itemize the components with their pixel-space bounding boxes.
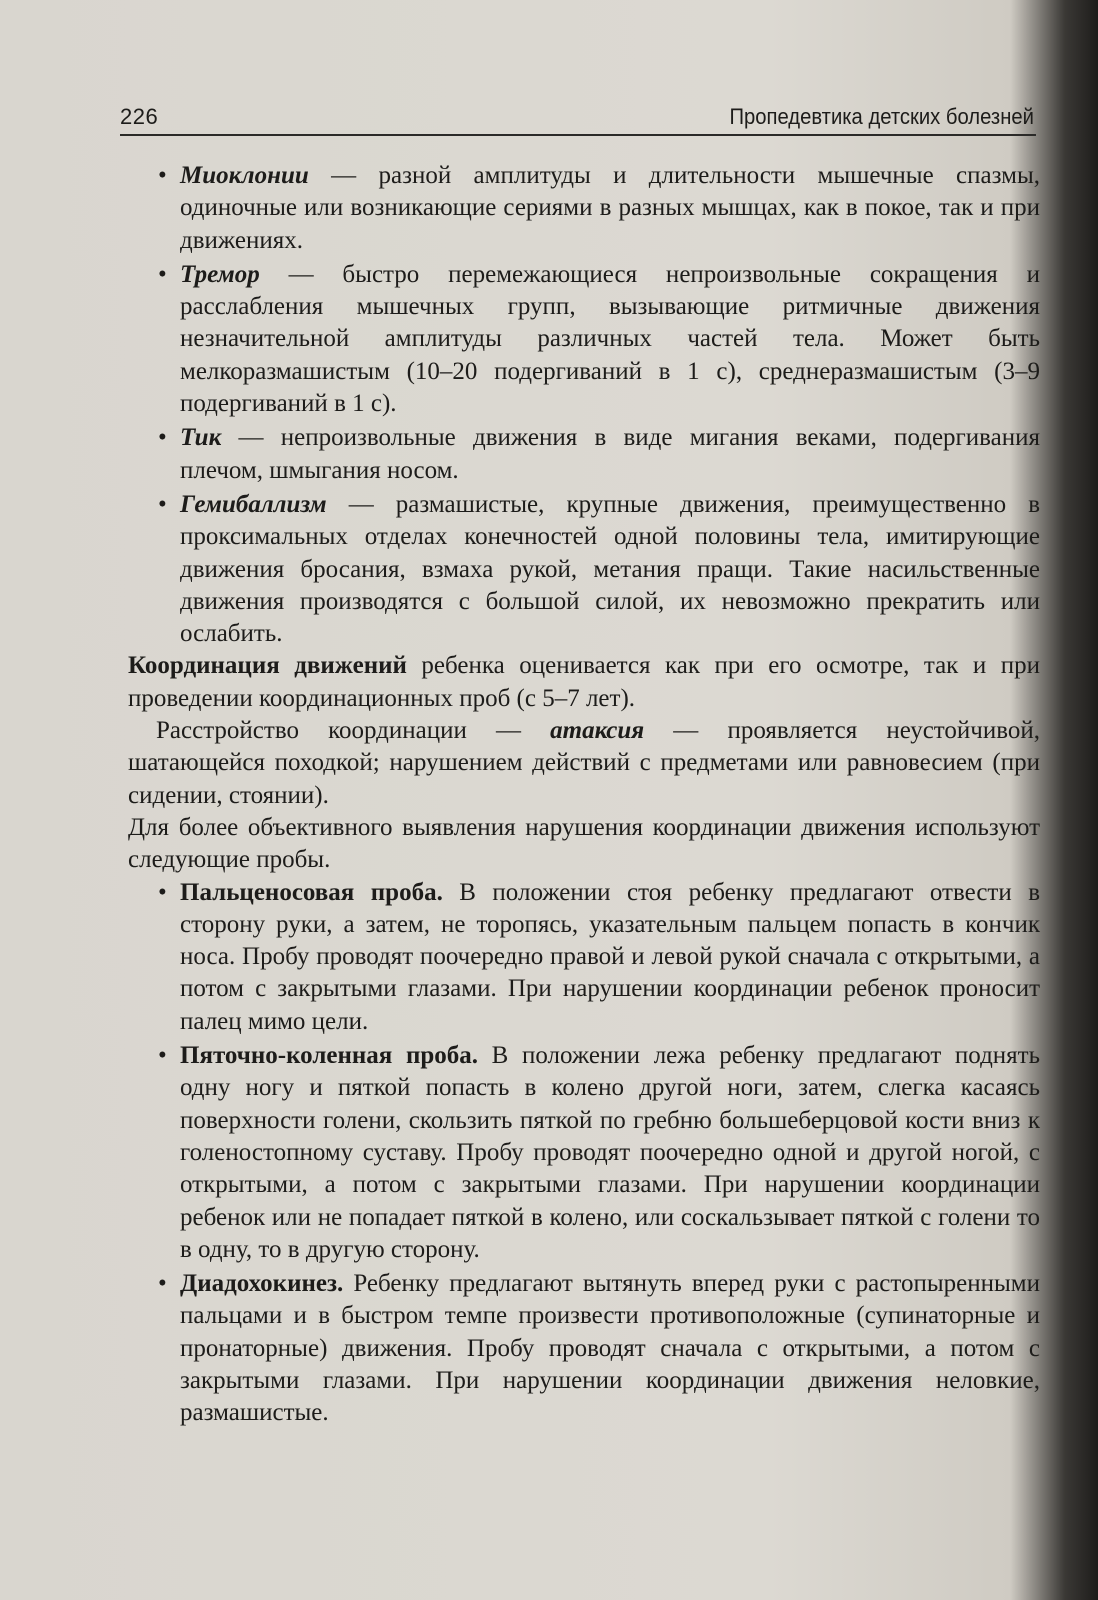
bullet-icon: • [158, 162, 167, 189]
term: Пальценосовая проба. [180, 878, 443, 906]
bullet-icon: • [158, 260, 167, 288]
definition: — разной амплитуды и длительности мышечные спазмы, одиночные или возникающие сериями в разных мышцах, как в покое, так и при движениях. [180, 162, 1040, 254]
definition: В положении стоя ребенку предлагают отвести в сторону руки, а затем, не торопясь, указательным пальцем попасть в кончик носа. Пробу проводят поочередно правой и левой рукой сначала с открытыми, а потом с закрытыми глазами. При нарушении координации ребенок проносит палец мимо цели. [180, 878, 1041, 1035]
page-body [128, 160, 1041, 1430]
definition: Ребенку предлагают вытянуть вперед руки с растопыренными пальцами и в быстром темпе произвести противоположные (супинаторные и пронаторные) движения. Пробу проводят сначала с открытыми, а потом с закрытыми глазами. При нарушении координации движения неловкие, размашистые. [180, 1270, 1040, 1427]
bullet-icon: • [158, 490, 167, 518]
definition: В положении лежа ребенку предлагают поднять одну ногу и пяткой попасть в колено другой ноги, затем, слегка касаясь поверхности голени, скользить пяткой по гребню большеберцовой кости вниз к голеностопному суставу. Пробу проводят поочередно одной и другой ногой, с открытыми, а потом с закрытыми глазами. При нарушении координации ребенок или не попадает пяткой в колено, или соскальзывает пяткой с голени то в одну, то в другую сторону. [180, 1042, 1040, 1263]
term: Диадохокинез. [180, 1270, 344, 1298]
term: Тик [180, 424, 222, 452]
definition: — размашистые, крупные движения, преимущественно в проксимальных отделах конечностей одной половины тела, имитирующие движения бросания, взмаха рукой, метания пращи. Такие насильственные движения производятся с большой силой, их невозможно прекратить или ослабить. [180, 490, 1040, 648]
list-item-heel-knee-test [158, 1040, 1040, 1266]
paragraph-text: Расстройство координации — [156, 717, 551, 745]
header-rule [120, 134, 1036, 136]
list-item-tremor [158, 259, 1040, 420]
page-header [120, 100, 1042, 140]
paragraph-text: ребенка оценивается как при его осмотре, так и при проведении координационных проб (с 5–7 лет). [128, 652, 1040, 712]
paragraph-coordination [128, 650, 1040, 715]
definition: — непроизвольные движения в виде мигания веками, подергивания плечом, шмыгания носом. [180, 424, 1040, 484]
term: атаксия [550, 717, 645, 745]
paragraph-tests-intro [128, 812, 1040, 877]
page-number: 226 [120, 104, 159, 129]
bullet-icon: • [158, 1042, 167, 1070]
bullet-icon: • [158, 1270, 167, 1298]
definition: — быстро перемежающиеся непроизвольные сокращения и расслабления мышечных групп, вызывающие ритмичные движения незначительной амплитуды различных частей тела. Может быть мелкоразмашистым (10–20 подергиваний в 1 с), среднеразмашистым (3–9 подергиваний в 1 с). [180, 260, 1040, 418]
paragraph-text: — проявляется неустойчивой, шатающейся походкой; нарушением действий с предметами или равновесием (при сидении, стоянии). [128, 717, 1040, 809]
term: Координация движений [128, 652, 407, 680]
term: Гемибаллизм [180, 490, 327, 518]
bullet-icon: • [158, 878, 167, 906]
term: Миоклонии [180, 162, 309, 189]
paragraph-ataxia [128, 715, 1040, 812]
term: Пяточно-коленная проба. [180, 1042, 479, 1070]
running-title: Пропедевтика детских болезней [729, 104, 1034, 129]
term: Тремор [180, 260, 260, 288]
bullet-icon: • [158, 424, 167, 452]
list-item-hemiballism [158, 489, 1040, 650]
list-item-finger-nose-test [158, 877, 1040, 1038]
paragraph-text: Для более объективного выявления нарушения координации движения используют следующие пробы. [128, 813, 1040, 874]
list-item-diadochokinesis [158, 1268, 1040, 1429]
list-item-tic [158, 422, 1040, 487]
list-item-myoclonia [158, 160, 1040, 257]
